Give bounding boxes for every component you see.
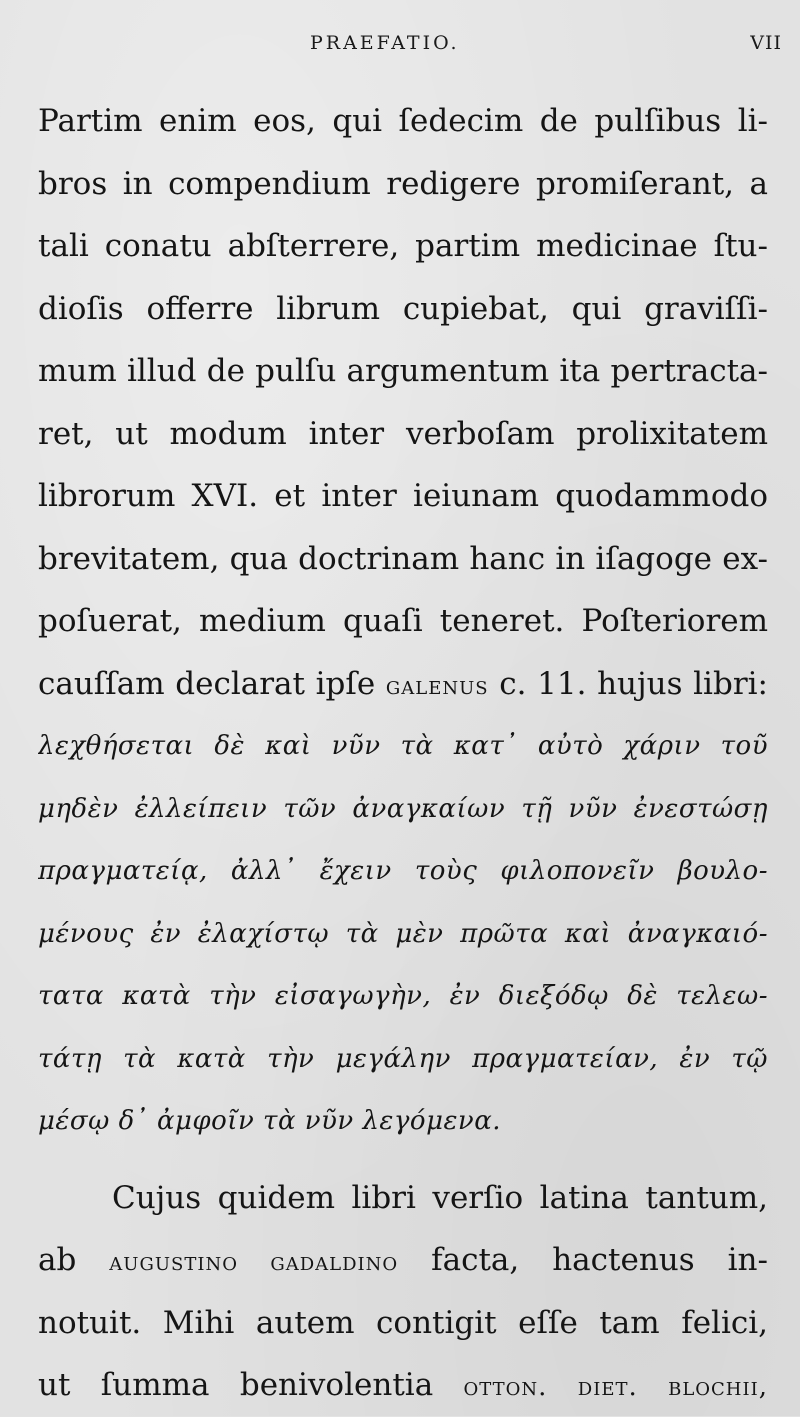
text-line: mum illud de pulſu argumentum ita pertracta- xyxy=(38,353,768,389)
greek-quote-line: πραγματείᾳ, ἀλλ᾽ ἔχειν τοὺς φιλοπονεῖν βουλο- xyxy=(38,856,768,886)
text-line: notuit. Mihi autem contigit eſſe tam felici, xyxy=(38,1304,768,1341)
text-segment: facta, hactenus in- xyxy=(398,1242,768,1278)
text-line xyxy=(38,653,768,716)
greek-quote-line: τατα κατὰ τὴν εἰσαγωγὴν, ἐν διεξόδῳ δὲ τελεω- xyxy=(38,981,768,1011)
text-line: tali conatu abſterrere, partim medicinae ſtu- xyxy=(38,228,768,264)
text-line: brevitatem, qua doctrinam hanc in iſagoge ex- xyxy=(38,540,768,577)
page-number: VII xyxy=(750,32,782,54)
page-header xyxy=(0,28,800,62)
text-line: poſuerat, medium quaſi teneret. Poſteriorem xyxy=(38,603,768,639)
text-line: librorum XVI. et inter ieiunam quodammodo xyxy=(38,478,768,514)
author-name-galenus: galenus xyxy=(385,670,489,701)
text-segment: c. 11. hujus libri: xyxy=(488,665,768,702)
author-name-blochii: blochii, xyxy=(668,1372,768,1402)
author-name-gadaldinus: augustino gadaldino xyxy=(109,1247,399,1277)
text-line: Cujus quidem libri verſio latina tantum, xyxy=(112,1179,768,1216)
text-segment: ut ſumma benivolentia xyxy=(38,1367,464,1403)
text-line: dioſis offerre librum cupiebat, qui graviſſi- xyxy=(38,290,768,327)
greek-quote-line: μέσῳ δ᾽ ἀμφοῖν τὰ νῦν λεγόμενα. xyxy=(38,1106,502,1136)
greek-quote-line: μηδὲν ἐλλείπειν τῶν ἀναγκαίων τῇ νῦν ἐνεστώσῃ xyxy=(38,793,768,824)
paragraph-gap xyxy=(38,1153,768,1167)
text-segment: cauſſam declarat ipſe xyxy=(38,665,386,702)
author-name-diet: diet. xyxy=(577,1372,638,1402)
text-space xyxy=(638,1367,668,1403)
greek-quote-line: μένους ἐν ἐλαχίστῳ τὰ μὲν πρῶτα καὶ ἀναγκαιό- xyxy=(38,918,768,949)
running-head: PRAEFATIO. xyxy=(310,32,460,54)
text-line: Partim enim eos, qui ſedecim de pulſibus li- xyxy=(38,103,768,139)
text-line: bros in compendium redigere promiſerant, a xyxy=(38,165,768,202)
text-line xyxy=(38,1354,768,1417)
author-name-otton: otton. xyxy=(463,1372,548,1402)
body-text xyxy=(38,90,768,1417)
text-segment: ab xyxy=(38,1242,110,1278)
text-line xyxy=(38,1229,768,1292)
greek-quote-line: τάτῃ τὰ κατὰ τὴν μεγάλην πραγματείαν, ἐν τῷ xyxy=(38,1043,768,1074)
greek-quote-line: λεχθήσεται δὲ καὶ νῦν τὰ κατ᾽ αὐτὸ χάριν τοῦ xyxy=(38,731,768,761)
text-space xyxy=(547,1367,577,1403)
text-line: ret, ut modum inter verboſam prolixitatem xyxy=(38,415,768,452)
